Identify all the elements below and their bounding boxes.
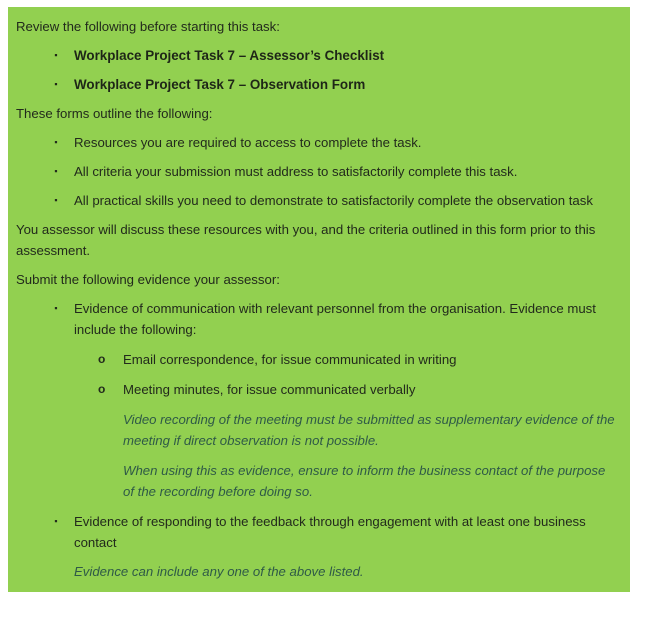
square-bullet-icon: ▪ (54, 79, 58, 89)
evidence-sub-list (16, 349, 630, 400)
intro-text: Review the following before starting this task: (16, 19, 280, 34)
document-title: Workplace Project Task 7 – Assessor’s Checklist (74, 48, 385, 63)
list-item (16, 161, 622, 182)
task-instructions-panel (8, 7, 630, 592)
forms-outline-list (16, 132, 630, 211)
list-item-text: All practical skills you need to demonstrate to satisfactorily complete the observation task (74, 193, 593, 208)
evidence-list (16, 298, 630, 340)
required-documents-list (16, 45, 630, 95)
evidence-item-text: Evidence of communication with relevant personnel from the organisation. Evidence must include the following: (74, 301, 596, 337)
list-item-assessors-checklist (16, 45, 622, 66)
circle-bullet-icon: o (98, 382, 106, 396)
list-item (16, 132, 622, 153)
square-bullet-icon: ▪ (54, 137, 58, 147)
video-recording-note: Video recording of the meeting must be submitted as supplementary evidence of the meeting if direct observation is not possible. (123, 412, 615, 448)
square-bullet-icon: ▪ (54, 195, 58, 205)
recording-consent-note: When using this as evidence, ensure to inform the business contact of the purpose of the recording before doing so. (123, 463, 606, 499)
list-item (16, 190, 634, 211)
evidence-options-note: Evidence can include any one of the above listed. (74, 564, 364, 579)
evidence-list-continued (16, 511, 630, 553)
square-bullet-icon: ▪ (54, 50, 58, 60)
sub-list-item-meeting-minutes (16, 379, 630, 400)
document-title: Workplace Project Task 7 – Observation Form (74, 77, 366, 92)
sub-list-item-email (16, 349, 630, 370)
sub-list-item-text: Meeting minutes, for issue communicated verbally (123, 382, 416, 397)
list-item-text: All criteria your submission must address to satisfactorily complete this task. (74, 164, 518, 179)
evidence-item-feedback-response (16, 511, 622, 553)
list-item-observation-form (16, 74, 622, 95)
square-bullet-icon: ▪ (54, 516, 58, 526)
evidence-item-text: Evidence of responding to the feedback through engagement with at least one business contact (74, 514, 586, 550)
sub-list-item-text: Email correspondence, for issue communicated in writing (123, 352, 457, 367)
forms-intro-text: These forms outline the following: (16, 106, 213, 121)
circle-bullet-icon: o (98, 352, 106, 366)
evidence-item-communication (16, 298, 622, 340)
submit-intro-text: Submit the following evidence your assessor: (16, 272, 280, 287)
list-item-text: Resources you are required to access to complete the task. (74, 135, 422, 150)
square-bullet-icon: ▪ (54, 303, 58, 313)
assessor-note-text: You assessor will discuss these resources with you, and the criteria outlined in this form prior to this assessment. (16, 222, 596, 258)
square-bullet-icon: ▪ (54, 166, 58, 176)
